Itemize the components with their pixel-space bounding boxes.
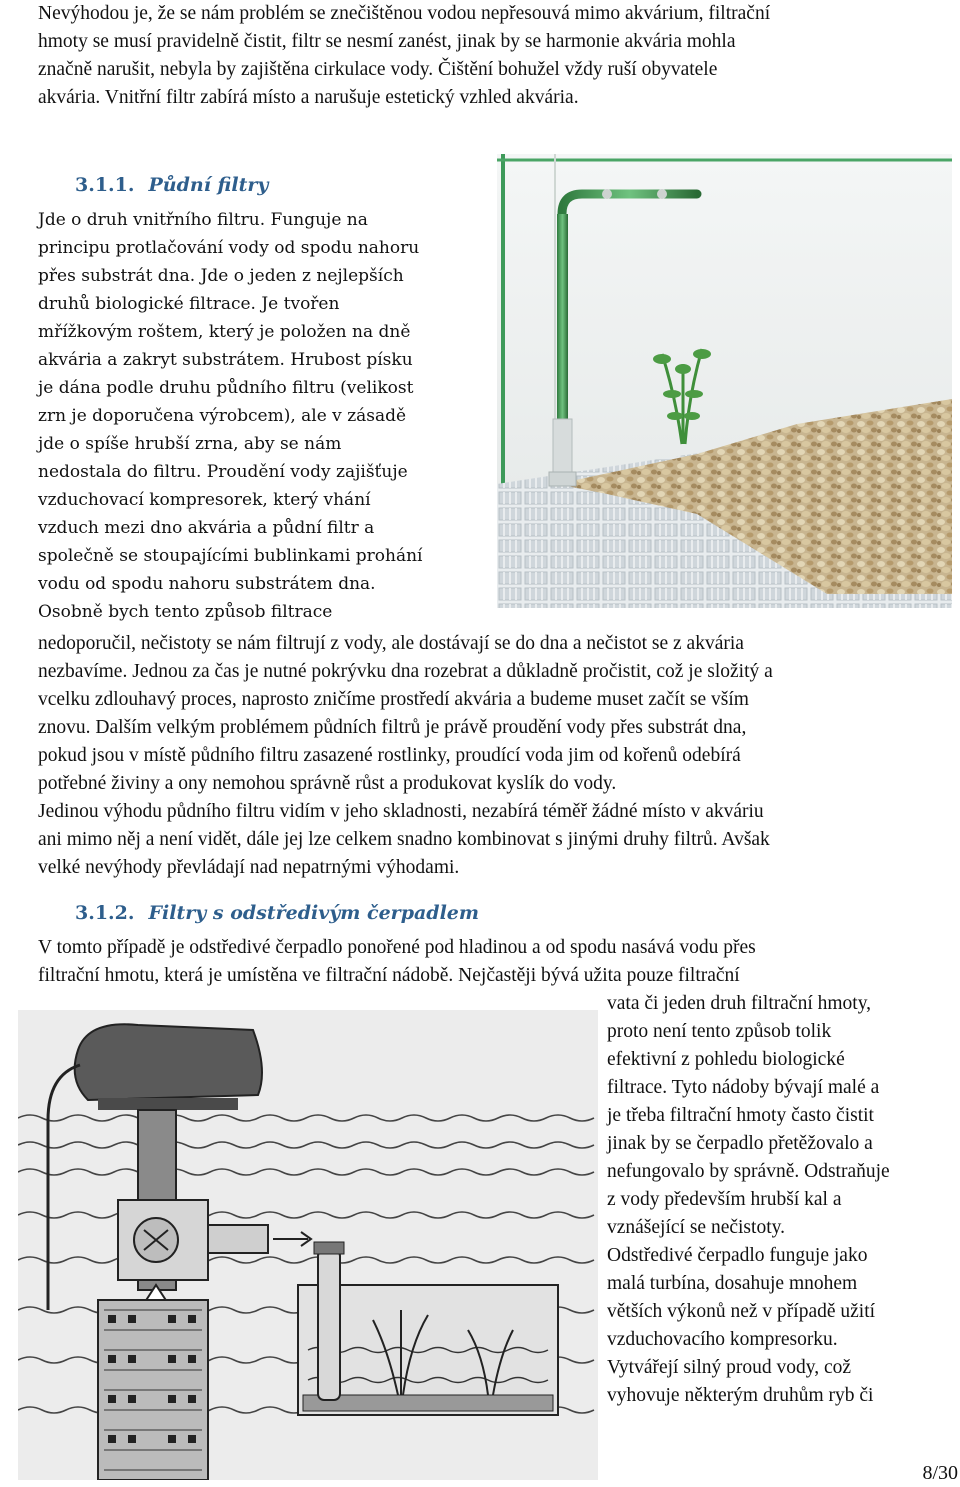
text-line: jinak by se čerpadlo přetěžovalo a <box>607 1133 873 1154</box>
text-line: vyhovuje některým druhům ryb či <box>607 1385 874 1406</box>
text-line: přes substrát dna. Jde o jeden z nejlepších <box>38 266 404 286</box>
text-line: filtrační hmotu, která je umístěna ve filtrační nádobě. Nejčastěji bývá užita pouze filtrační <box>38 965 740 986</box>
text-line: nedoporučil, nečistoty se nám filtrují z vody, ale dostávají se do dna a nečistot se z akvária <box>38 633 744 654</box>
text-line: filtrace. Tyto nádoby bývají malé a <box>607 1077 880 1098</box>
text-line: vznášející se nečistoty. <box>607 1217 785 1238</box>
text-line: nezbavíme. Jednou za čas je nutné pokrývku dna rozebrat a důkladně pročistit, což je složitý a <box>38 661 773 682</box>
text-line: akvária a zakryt substrátem. Hrubost písku <box>38 350 413 370</box>
text-line: potřebné živiny a ony nemohou správně růst a produkovat kyslík do vody. <box>38 773 617 794</box>
text-line: vata či jeden druh filtrační hmoty, <box>607 993 872 1014</box>
text-line: nedostala do filtru. Proudění vody zajišťuje <box>38 462 408 482</box>
text-line: jde o spíše hrubší zrna, aby se nám <box>38 434 342 454</box>
text-line: větších výkonů než v případě užití <box>607 1301 876 1322</box>
text-line: Odstředivé čerpadlo funguje jako <box>607 1245 868 1266</box>
text-line: proto není tento způsob tolik <box>607 1021 832 1042</box>
section-number: 3.1.2. <box>75 902 135 924</box>
text-line: Jedinou výhodu půdního filtru vidím v jeho skladnosti, nezabírá téměř žádné místo v akváriu <box>38 801 764 822</box>
text-line: efektivní z pohledu biologické <box>607 1049 845 1070</box>
text-line: Jde o druh vnitřního filtru. Funguje na <box>38 210 368 230</box>
text-line: velké nevýhody převládají nad nepatrnými výhodami. <box>38 857 460 878</box>
text-line: z vody především hrubší kal a <box>607 1189 842 1210</box>
text-line: společně se stoupajícími bublinkami prohání <box>38 546 423 566</box>
text-line: vodu od spodu nahoru substrátem dna. <box>38 574 376 594</box>
text-line: zrn je doporučena výrobcem), ale v zásadě <box>38 406 407 426</box>
text-line: mřížkovým roštem, který je položen na dně <box>38 322 411 342</box>
section-heading-3-1-1 <box>75 174 268 196</box>
text-line: je dána podle druhu půdního filtru (velikost <box>38 378 414 398</box>
undergravel-filter-photo <box>497 154 952 608</box>
section-number: 3.1.1. <box>75 174 135 196</box>
text-line: vzduchovací kompresorek, který vhání <box>38 490 371 510</box>
text-line: V tomto případě je odstředivé čerpadlo ponořené pod hladinou a od spodu nasává vodu přes <box>38 937 756 958</box>
text-line: ani mimo něj a není vidět, dále jej lze celkem snadno kombinovat s jinými druhy filtrů. Avšak <box>38 829 770 850</box>
text-line: Nevýhodou je, že se nám problém se znečištěnou vodou nepřesouvá mimo akvárium, filtrační <box>38 3 771 24</box>
text-line: akvária. Vnitřní filtr zabírá místo a narušuje estetický vzhled akvária. <box>38 87 579 108</box>
text-line: nefungovalo by správně. Odstraňuje <box>607 1161 890 1182</box>
text-line: Vytvářejí silný proud vody, což <box>607 1357 852 1378</box>
section-title: Půdní filtry <box>148 174 269 196</box>
text-line: pokud jsou v místě půdního filtru zasazené rostlinky, proudící voda jim od kořenů odebírá <box>38 745 741 766</box>
text-line: Osobně bych tento způsob filtrace <box>38 602 333 622</box>
section-title: Filtry s odstředivým čerpadlem <box>148 902 479 924</box>
text-line: vzduchovacího kompresorku. <box>607 1329 838 1350</box>
section-heading-3-1-2 <box>75 902 479 924</box>
centrifugal-pump-diagram <box>18 1010 598 1480</box>
text-line: hmoty se musí pravidelně čistit, filtr se nesmí zanést, jinak by se harmonie akvária mohla <box>38 31 736 52</box>
page-number: 8/30 <box>922 1462 958 1484</box>
text-line: principu protlačování vody od spodu nahoru <box>38 238 420 258</box>
text-line: vcelku zdlouhavý proces, naprosto zničíme prostředí akvária a budeme muset začít se vším <box>38 689 749 710</box>
text-line: znovu. Dalším velkým problémem půdních filtrů je právě proudění vody přes substrát dna, <box>38 717 747 738</box>
text-line: značně narušit, nebyla by zajištěna cirkulace vody. Čištění bohužel vždy ruší obyvatele <box>38 59 718 80</box>
text-line: je třeba filtrační hmoty často čistit <box>607 1105 874 1126</box>
text-line: vzduch mezi dno akvária a půdní filtr a <box>38 518 375 538</box>
text-line: malá turbína, dosahuje mnohem <box>607 1273 858 1294</box>
text-line: druhů biologické filtrace. Je tvořen <box>38 294 340 314</box>
